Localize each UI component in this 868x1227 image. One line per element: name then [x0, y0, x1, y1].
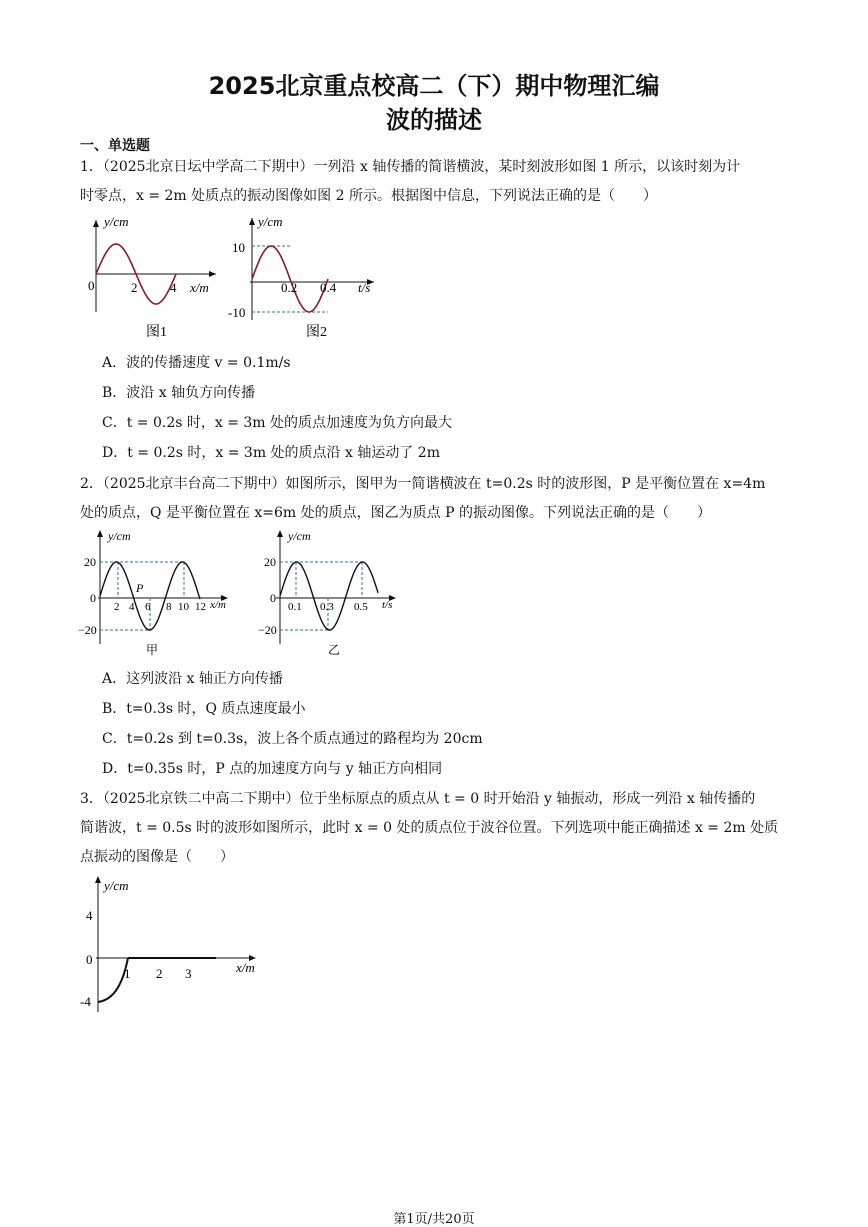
q2-figA-origin: 0 — [90, 591, 96, 605]
q1-fig1-origin: 0 — [88, 278, 95, 293]
page-title: 2025北京重点校高二（下）期中物理汇编 — [208, 72, 660, 100]
q3-fig-ytop: 4 — [86, 908, 93, 923]
q2-option-b[interactable]: B．t=0.3s 时，Q 质点速度最小 — [102, 701, 306, 717]
q1-option-b[interactable]: B．波沿 x 轴负方向传播 — [102, 385, 256, 401]
q2-option-c[interactable]: C．t=0.2s 到 t=0.3s，波上各个质点通过的路程均为 20cm — [102, 731, 483, 747]
q2-stem-line2: 处的质点，Q 是平衡位置在 x=6m 处的质点，图乙为质点 P 的振动图像。下列说法正确的是（ ） — [80, 505, 711, 521]
q1-fig2-ylabel: y/cm — [258, 214, 283, 229]
q1-option-d[interactable]: D．t = 0.2s 时，x = 3m 处的质点沿 x 轴运动了 2m — [102, 445, 440, 461]
q3-stem-line2: 简谐波，t = 0.5s 时的波形如图所示，此时 x = 0 处的质点位于波谷位置。下列选项中能正确描述 x = 2m 处质 — [80, 820, 779, 836]
q3-fig-origin: 0 — [86, 952, 93, 967]
q3-fig-ybottom: -4 — [80, 994, 91, 1009]
q2-figA-tick: 4 — [129, 601, 135, 613]
q1-option-a[interactable]: A．波的传播速度 v = 0.1m/s — [102, 355, 291, 371]
q3-stem-line1: 3．（2025北京铁二中高二下期中）位于坐标原点的质点从 t = 0 时开始沿 y 轴振动，形成一列沿 x 轴传播的 — [80, 791, 756, 807]
q2-figB-tick: 0.3 — [320, 601, 334, 613]
q1-fig2-ytop: 10 — [232, 240, 245, 255]
q2-stem-line1: 2．（2025北京丰台高二下期中）如图所示，图甲为一简谐横波在 t=0.2s 时的波形图，P 是平衡位置在 x=4m — [80, 476, 766, 492]
q2-figB-caption: 乙 — [328, 643, 341, 657]
q1-fig2-tick: 0.4 — [320, 280, 337, 295]
q2-figB-tick: 0.5 — [354, 601, 368, 613]
q2-figB-ybottom: −20 — [258, 623, 277, 637]
q1-fig1-tick: 2 — [131, 280, 138, 295]
q2-figA-ylabel: y/cm — [108, 529, 131, 543]
q1-fig2-xlabel: t/s — [358, 280, 371, 295]
q1-fig2-tick: 0.2 — [281, 280, 298, 295]
q2-figB-tick: 0.1 — [288, 601, 302, 613]
section-heading: 一、单选题 — [80, 138, 150, 154]
q2-figA-tick: 10 — [178, 601, 189, 613]
q1-fig2-caption: 图2 — [306, 325, 327, 340]
q3-figure — [76, 872, 276, 1022]
q2-option-d[interactable]: D．t=0.35s 时，P 点的加速度方向与 y 轴正方向相同 — [102, 761, 443, 777]
q2-figB-xlabel: t/s — [382, 599, 393, 611]
q1-fig1-caption: 图1 — [146, 325, 167, 340]
q1-fig2-ybottom: -10 — [228, 305, 246, 320]
q3-stem-line3: 点振动的图像是（ ） — [80, 849, 234, 865]
q2-fig-yi — [258, 529, 396, 657]
q2-figB-ylabel: y/cm — [288, 529, 311, 543]
page-footer: 第1页/共20页 — [393, 1212, 475, 1227]
q1-stem-line2: 时零点，x = 2m 处质点的振动图像如图 2 所示。根据图中信息，下列说法正确的是（ ） — [80, 188, 657, 204]
q2-option-a[interactable]: A．这列波沿 x 轴正方向传播 — [102, 671, 283, 687]
q2-figA-caption: 甲 — [146, 643, 159, 657]
q2-figB-ytop: 20 — [264, 555, 276, 569]
q3-fig-tick: 3 — [185, 966, 192, 981]
q2-fig-jia — [78, 529, 228, 657]
q1-fig1 — [88, 214, 216, 340]
q3-fig-xlabel: x/m — [236, 960, 255, 975]
q2-figA-point-label: P — [136, 581, 144, 595]
q2-figA-ybottom: −20 — [78, 623, 97, 637]
q2-figA-tick: 6 — [145, 601, 151, 613]
q2-figA-xlabel: x/m — [210, 599, 226, 611]
q1-option-c[interactable]: C．t = 0.2s 时，x = 3m 处的质点加速度为负方向最大 — [102, 415, 453, 431]
page-subtitle: 波的描述 — [386, 106, 482, 134]
q2-figB-origin: 0 — [270, 591, 276, 605]
q1-figures — [76, 212, 386, 344]
q3-fig-ylabel: y/cm — [104, 878, 129, 893]
q3-fig-tick: 2 — [156, 966, 163, 981]
q1-fig1-tick: 4 — [170, 280, 177, 295]
q2-figA-tick: 12 — [195, 601, 206, 613]
q3-fig-tick: 1 — [124, 966, 131, 981]
q1-fig2 — [228, 214, 374, 340]
q1-fig1-ylabel: y/cm — [104, 214, 129, 229]
q2-figA-tick: 8 — [166, 601, 172, 613]
q1-fig1-xlabel: x/m — [190, 280, 209, 295]
q1-stem-line1: 1．（2025北京日坛中学高二下期中）一列沿 x 轴传播的简谐横波，某时刻波形如图 1 所示，以该时刻为计 — [80, 159, 741, 175]
q2-figures — [76, 526, 416, 658]
q2-figA-ytop: 20 — [84, 555, 96, 569]
q2-figA-tick: 2 — [114, 601, 120, 613]
